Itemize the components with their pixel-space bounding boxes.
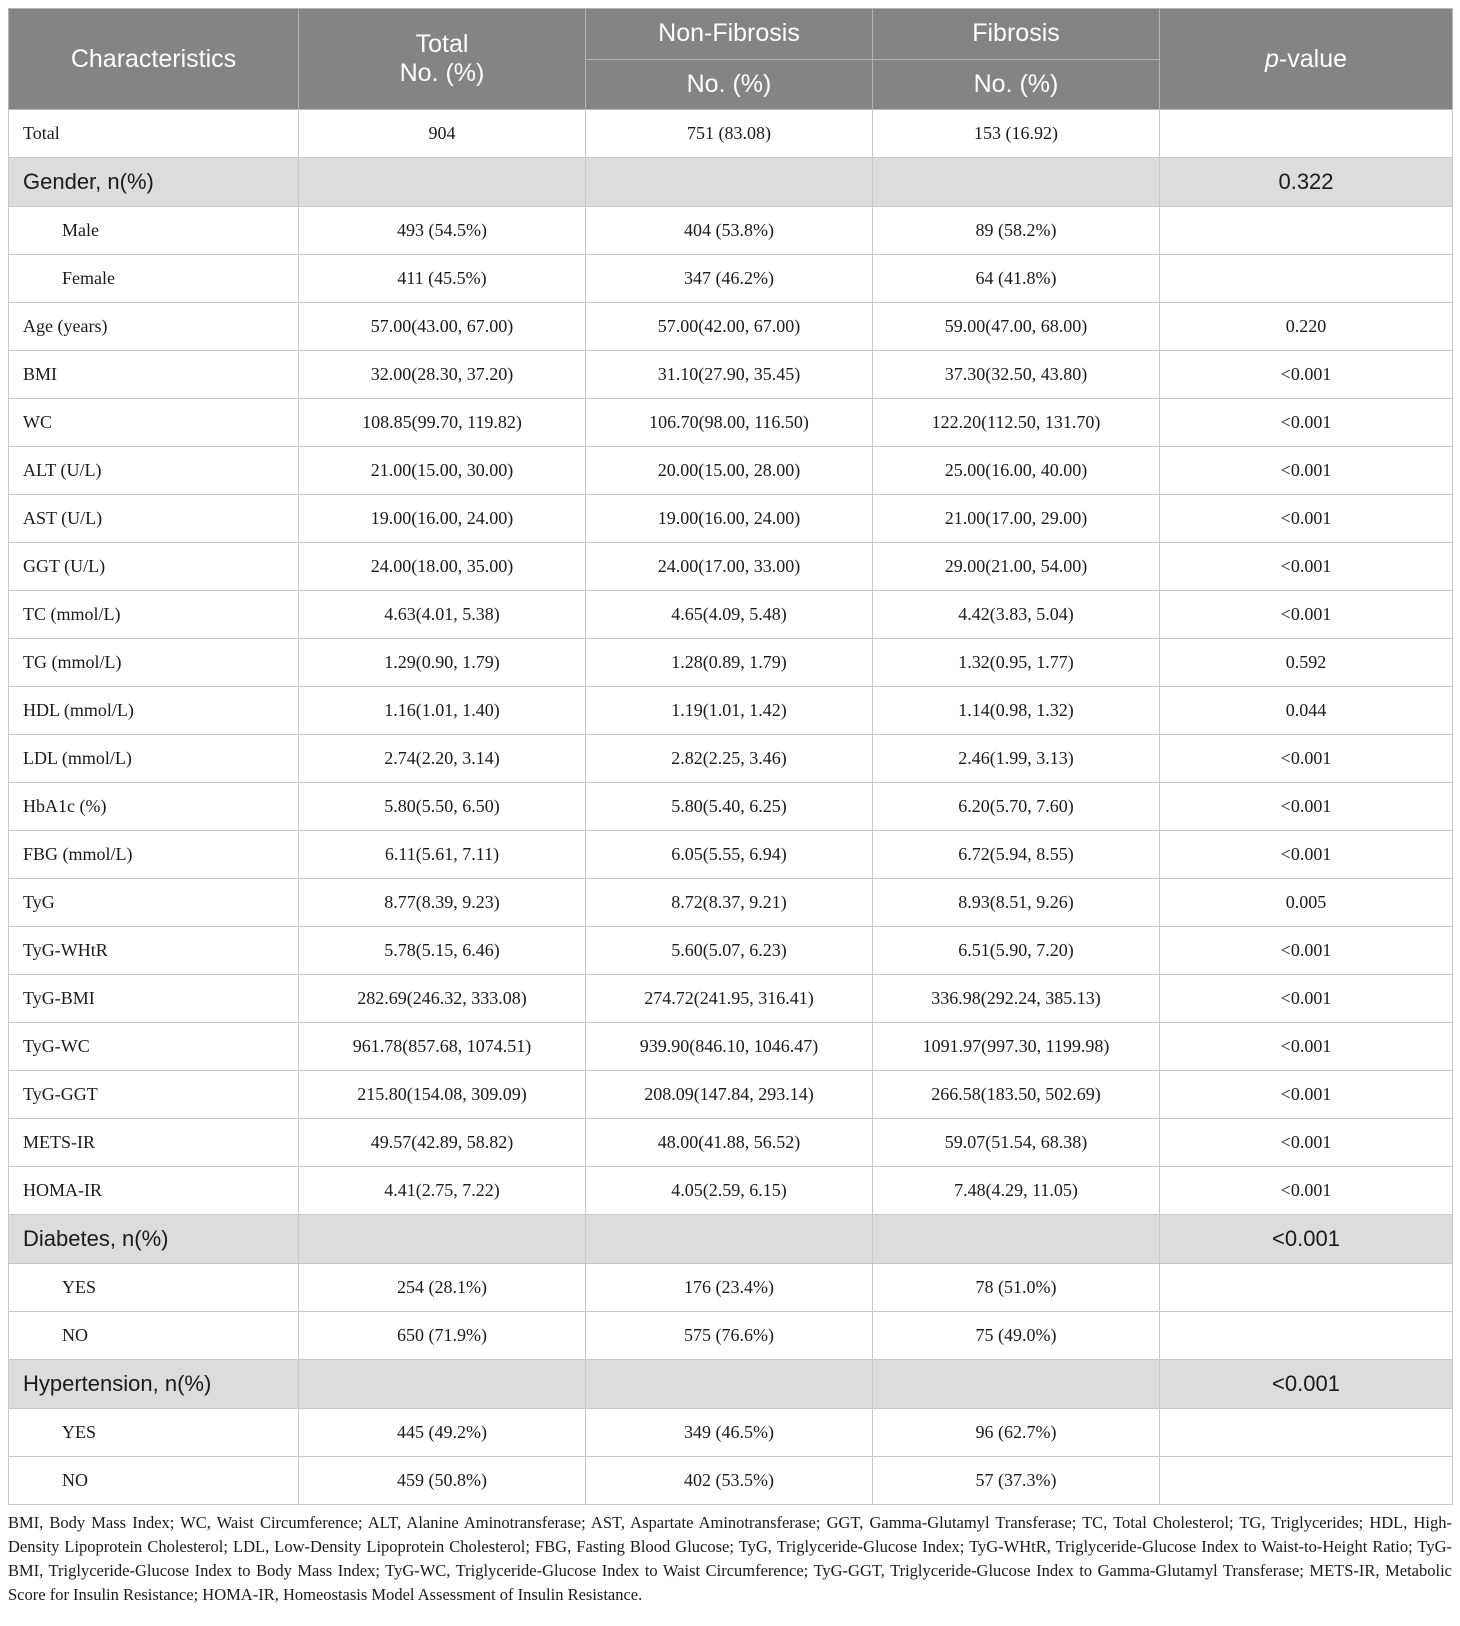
row-label: Gender, n(%) <box>9 158 299 207</box>
row-label: TG (mmol/L) <box>9 639 299 687</box>
table-row <box>9 687 1453 735</box>
table-row <box>9 591 1453 639</box>
header-nonfibrosis-sub: No. (%) <box>586 59 873 110</box>
cell-non-fibrosis <box>586 158 873 207</box>
table-row <box>9 207 1453 255</box>
cell-fibrosis: 266.58(183.50, 502.69) <box>873 1071 1160 1119</box>
cell-total: 445 (49.2%) <box>299 1409 586 1457</box>
cell-non-fibrosis: 106.70(98.00, 116.50) <box>586 399 873 447</box>
cell-fibrosis: 1091.97(997.30, 1199.98) <box>873 1023 1160 1071</box>
cell-fibrosis: 153 (16.92) <box>873 110 1160 158</box>
cell-non-fibrosis: 404 (53.8%) <box>586 207 873 255</box>
cell-fibrosis: 29.00(21.00, 54.00) <box>873 543 1160 591</box>
table-row <box>9 399 1453 447</box>
table-footnote: BMI, Body Mass Index; WC, Waist Circumference; ALT, Alanine Aminotransferase; AST, Aspartate Aminotransferase; GGT, Gamma-Glutamyl Transferase; TC, Total Cholesterol; TG, Triglycerides; HDL, High-Density Lipoprotein Cholesterol; LDL, Low-Density Lipoprotein Cholesterol; FBG, Fasting Blood Glucose; TyG, Triglyceride-Glucose Index; TyG-WHtR, Triglyceride-Glucose Index to Waist-to-Height Ratio; TyG-BMI, Triglyceride-Glucose Index to Body Mass Index; TyG-WC, Triglyceride-Glucose Index to Waist Circumference; TyG-GGT, Triglyceride-Glucose Index to Gamma-Glutamyl Transferase; METS-IR, Metabolic Score for Insulin Resistance; HOMA-IR, Homeostasis Model Assessment of Insulin Resistance. <box>8 1513 1452 1604</box>
table-row <box>9 1071 1453 1119</box>
cell-p-value: 0.220 <box>1160 303 1453 351</box>
table-row <box>9 975 1453 1023</box>
row-label: TyG-WHtR <box>9 927 299 975</box>
cell-total <box>299 158 586 207</box>
cell-non-fibrosis: 939.90(846.10, 1046.47) <box>586 1023 873 1071</box>
header-p-italic: p <box>1265 44 1279 73</box>
table-row <box>9 1023 1453 1071</box>
table-row <box>9 1457 1453 1505</box>
table-row <box>9 735 1453 783</box>
cell-p-value: <0.001 <box>1160 1167 1453 1215</box>
row-label: HDL (mmol/L) <box>9 687 299 735</box>
table-header <box>9 9 1453 110</box>
cell-p-value: 0.044 <box>1160 687 1453 735</box>
header-p-value <box>1160 9 1453 110</box>
table-row <box>9 1167 1453 1215</box>
cell-fibrosis: 25.00(16.00, 40.00) <box>873 447 1160 495</box>
cell-non-fibrosis: 48.00(41.88, 56.52) <box>586 1119 873 1167</box>
group-header-row <box>9 1360 1453 1409</box>
cell-total: 6.11(5.61, 7.11) <box>299 831 586 879</box>
cell-p-value: 0.005 <box>1160 879 1453 927</box>
cell-non-fibrosis: 347 (46.2%) <box>586 255 873 303</box>
cell-p-value: <0.001 <box>1160 495 1453 543</box>
cell-fibrosis: 89 (58.2%) <box>873 207 1160 255</box>
cell-total: 215.80(154.08, 309.09) <box>299 1071 586 1119</box>
cell-non-fibrosis: 31.10(27.90, 35.45) <box>586 351 873 399</box>
header-p-rest: -value <box>1278 44 1347 73</box>
cell-non-fibrosis: 4.05(2.59, 6.15) <box>586 1167 873 1215</box>
row-label: LDL (mmol/L) <box>9 735 299 783</box>
cell-p-value: <0.001 <box>1160 1215 1453 1264</box>
table-row <box>9 879 1453 927</box>
table-row <box>9 447 1453 495</box>
cell-non-fibrosis: 274.72(241.95, 316.41) <box>586 975 873 1023</box>
cell-p-value <box>1160 1409 1453 1457</box>
row-label: Male <box>9 207 299 255</box>
row-label: Female <box>9 255 299 303</box>
cell-fibrosis: 78 (51.0%) <box>873 1264 1160 1312</box>
cell-total: 1.29(0.90, 1.79) <box>299 639 586 687</box>
row-label: METS-IR <box>9 1119 299 1167</box>
cell-fibrosis: 75 (49.0%) <box>873 1312 1160 1360</box>
cell-p-value: <0.001 <box>1160 927 1453 975</box>
table-row <box>9 1312 1453 1360</box>
table-container <box>8 8 1452 1607</box>
cell-fibrosis: 1.32(0.95, 1.77) <box>873 639 1160 687</box>
row-label: Diabetes, n(%) <box>9 1215 299 1264</box>
cell-p-value <box>1160 1457 1453 1505</box>
header-fibrosis-title: Fibrosis <box>873 9 1160 60</box>
cell-fibrosis: 21.00(17.00, 29.00) <box>873 495 1160 543</box>
cell-fibrosis: 1.14(0.98, 1.32) <box>873 687 1160 735</box>
row-label: TyG-BMI <box>9 975 299 1023</box>
cell-p-value: <0.001 <box>1160 1023 1453 1071</box>
cell-non-fibrosis: 2.82(2.25, 3.46) <box>586 735 873 783</box>
cell-fibrosis: 6.20(5.70, 7.60) <box>873 783 1160 831</box>
row-label: YES <box>9 1264 299 1312</box>
cell-p-value: <0.001 <box>1160 399 1453 447</box>
row-label: NO <box>9 1457 299 1505</box>
cell-fibrosis: 7.48(4.29, 11.05) <box>873 1167 1160 1215</box>
cell-fibrosis: 64 (41.8%) <box>873 255 1160 303</box>
cell-p-value: <0.001 <box>1160 591 1453 639</box>
cell-p-value <box>1160 1312 1453 1360</box>
table-row <box>9 255 1453 303</box>
header-total-sub: No. (%) <box>399 59 485 87</box>
table-row <box>9 831 1453 879</box>
cell-total: 32.00(28.30, 37.20) <box>299 351 586 399</box>
table-row <box>9 351 1453 399</box>
row-label: ALT (U/L) <box>9 447 299 495</box>
cell-total: 19.00(16.00, 24.00) <box>299 495 586 543</box>
cell-total: 1.16(1.01, 1.40) <box>299 687 586 735</box>
cell-total: 5.78(5.15, 6.46) <box>299 927 586 975</box>
cell-p-value <box>1160 207 1453 255</box>
cell-p-value: <0.001 <box>1160 1119 1453 1167</box>
header-total <box>299 9 586 110</box>
row-label: AST (U/L) <box>9 495 299 543</box>
cell-total: 904 <box>299 110 586 158</box>
row-label: TyG-WC <box>9 1023 299 1071</box>
cell-total: 108.85(99.70, 119.82) <box>299 399 586 447</box>
cell-p-value: <0.001 <box>1160 975 1453 1023</box>
cell-total: 459 (50.8%) <box>299 1457 586 1505</box>
cell-total: 650 (71.9%) <box>299 1312 586 1360</box>
cell-non-fibrosis <box>586 1360 873 1409</box>
cell-fibrosis: 2.46(1.99, 3.13) <box>873 735 1160 783</box>
cell-non-fibrosis: 24.00(17.00, 33.00) <box>586 543 873 591</box>
cell-total: 21.00(15.00, 30.00) <box>299 447 586 495</box>
cell-non-fibrosis: 349 (46.5%) <box>586 1409 873 1457</box>
cell-total <box>299 1215 586 1264</box>
row-label: HOMA-IR <box>9 1167 299 1215</box>
row-label: NO <box>9 1312 299 1360</box>
cell-non-fibrosis: 19.00(16.00, 24.00) <box>586 495 873 543</box>
cell-fibrosis: 37.30(32.50, 43.80) <box>873 351 1160 399</box>
cell-p-value <box>1160 255 1453 303</box>
cell-p-value: 0.322 <box>1160 158 1453 207</box>
cell-total: 254 (28.1%) <box>299 1264 586 1312</box>
cell-total: 961.78(857.68, 1074.51) <box>299 1023 586 1071</box>
row-label: Hypertension, n(%) <box>9 1360 299 1409</box>
header-fibrosis-sub: No. (%) <box>873 59 1160 110</box>
table-row <box>9 543 1453 591</box>
table-row <box>9 1264 1453 1312</box>
cell-fibrosis <box>873 158 1160 207</box>
cell-fibrosis <box>873 1215 1160 1264</box>
cell-fibrosis: 6.51(5.90, 7.20) <box>873 927 1160 975</box>
cell-total: 49.57(42.89, 58.82) <box>299 1119 586 1167</box>
header-characteristics: Characteristics <box>9 9 299 110</box>
row-label: FBG (mmol/L) <box>9 831 299 879</box>
cell-non-fibrosis: 402 (53.5%) <box>586 1457 873 1505</box>
table-row <box>9 927 1453 975</box>
characteristics-table <box>8 8 1453 1505</box>
cell-non-fibrosis: 4.65(4.09, 5.48) <box>586 591 873 639</box>
table-row <box>9 303 1453 351</box>
cell-non-fibrosis: 1.28(0.89, 1.79) <box>586 639 873 687</box>
table-row <box>9 639 1453 687</box>
cell-p-value: <0.001 <box>1160 447 1453 495</box>
row-label: TC (mmol/L) <box>9 591 299 639</box>
cell-p-value: <0.001 <box>1160 351 1453 399</box>
cell-total: 24.00(18.00, 35.00) <box>299 543 586 591</box>
cell-fibrosis: 59.07(51.54, 68.38) <box>873 1119 1160 1167</box>
cell-fibrosis: 59.00(47.00, 68.00) <box>873 303 1160 351</box>
cell-p-value <box>1160 110 1453 158</box>
cell-total: 411 (45.5%) <box>299 255 586 303</box>
row-label: Age (years) <box>9 303 299 351</box>
cell-non-fibrosis: 751 (83.08) <box>586 110 873 158</box>
cell-non-fibrosis: 176 (23.4%) <box>586 1264 873 1312</box>
cell-total: 4.63(4.01, 5.38) <box>299 591 586 639</box>
cell-non-fibrosis: 5.60(5.07, 6.23) <box>586 927 873 975</box>
cell-fibrosis: 4.42(3.83, 5.04) <box>873 591 1160 639</box>
cell-total <box>299 1360 586 1409</box>
cell-total: 4.41(2.75, 7.22) <box>299 1167 586 1215</box>
cell-fibrosis: 96 (62.7%) <box>873 1409 1160 1457</box>
row-label: TyG <box>9 879 299 927</box>
cell-total: 57.00(43.00, 67.00) <box>299 303 586 351</box>
cell-non-fibrosis: 57.00(42.00, 67.00) <box>586 303 873 351</box>
cell-non-fibrosis: 6.05(5.55, 6.94) <box>586 831 873 879</box>
cell-non-fibrosis <box>586 1215 873 1264</box>
cell-p-value: <0.001 <box>1160 1360 1453 1409</box>
row-label: WC <box>9 399 299 447</box>
table-row <box>9 1409 1453 1457</box>
cell-p-value: <0.001 <box>1160 1071 1453 1119</box>
table-row <box>9 783 1453 831</box>
cell-total: 282.69(246.32, 333.08) <box>299 975 586 1023</box>
cell-non-fibrosis: 575 (76.6%) <box>586 1312 873 1360</box>
header-total-title: Total <box>415 30 469 59</box>
cell-p-value: <0.001 <box>1160 543 1453 591</box>
cell-total: 2.74(2.20, 3.14) <box>299 735 586 783</box>
cell-fibrosis: 8.93(8.51, 9.26) <box>873 879 1160 927</box>
row-label: TyG-GGT <box>9 1071 299 1119</box>
cell-non-fibrosis: 5.80(5.40, 6.25) <box>586 783 873 831</box>
group-header-row <box>9 158 1453 207</box>
cell-fibrosis: 6.72(5.94, 8.55) <box>873 831 1160 879</box>
row-label: YES <box>9 1409 299 1457</box>
table-body <box>9 110 1453 1505</box>
cell-p-value: 0.592 <box>1160 639 1453 687</box>
cell-total: 493 (54.5%) <box>299 207 586 255</box>
table-row <box>9 110 1453 158</box>
cell-fibrosis: 122.20(112.50, 131.70) <box>873 399 1160 447</box>
cell-p-value <box>1160 1264 1453 1312</box>
header-nonfibrosis-title: Non-Fibrosis <box>586 9 873 60</box>
row-label: HbA1c (%) <box>9 783 299 831</box>
cell-non-fibrosis: 20.00(15.00, 28.00) <box>586 447 873 495</box>
row-label: GGT (U/L) <box>9 543 299 591</box>
cell-p-value: <0.001 <box>1160 831 1453 879</box>
cell-non-fibrosis: 1.19(1.01, 1.42) <box>586 687 873 735</box>
cell-p-value: <0.001 <box>1160 783 1453 831</box>
cell-non-fibrosis: 8.72(8.37, 9.21) <box>586 879 873 927</box>
row-label: BMI <box>9 351 299 399</box>
cell-fibrosis <box>873 1360 1160 1409</box>
cell-fibrosis: 336.98(292.24, 385.13) <box>873 975 1160 1023</box>
cell-fibrosis: 57 (37.3%) <box>873 1457 1160 1505</box>
table-row <box>9 1119 1453 1167</box>
table-row <box>9 495 1453 543</box>
cell-total: 8.77(8.39, 9.23) <box>299 879 586 927</box>
row-label: Total <box>9 110 299 158</box>
cell-total: 5.80(5.50, 6.50) <box>299 783 586 831</box>
cell-non-fibrosis: 208.09(147.84, 293.14) <box>586 1071 873 1119</box>
group-header-row <box>9 1215 1453 1264</box>
cell-p-value: <0.001 <box>1160 735 1453 783</box>
